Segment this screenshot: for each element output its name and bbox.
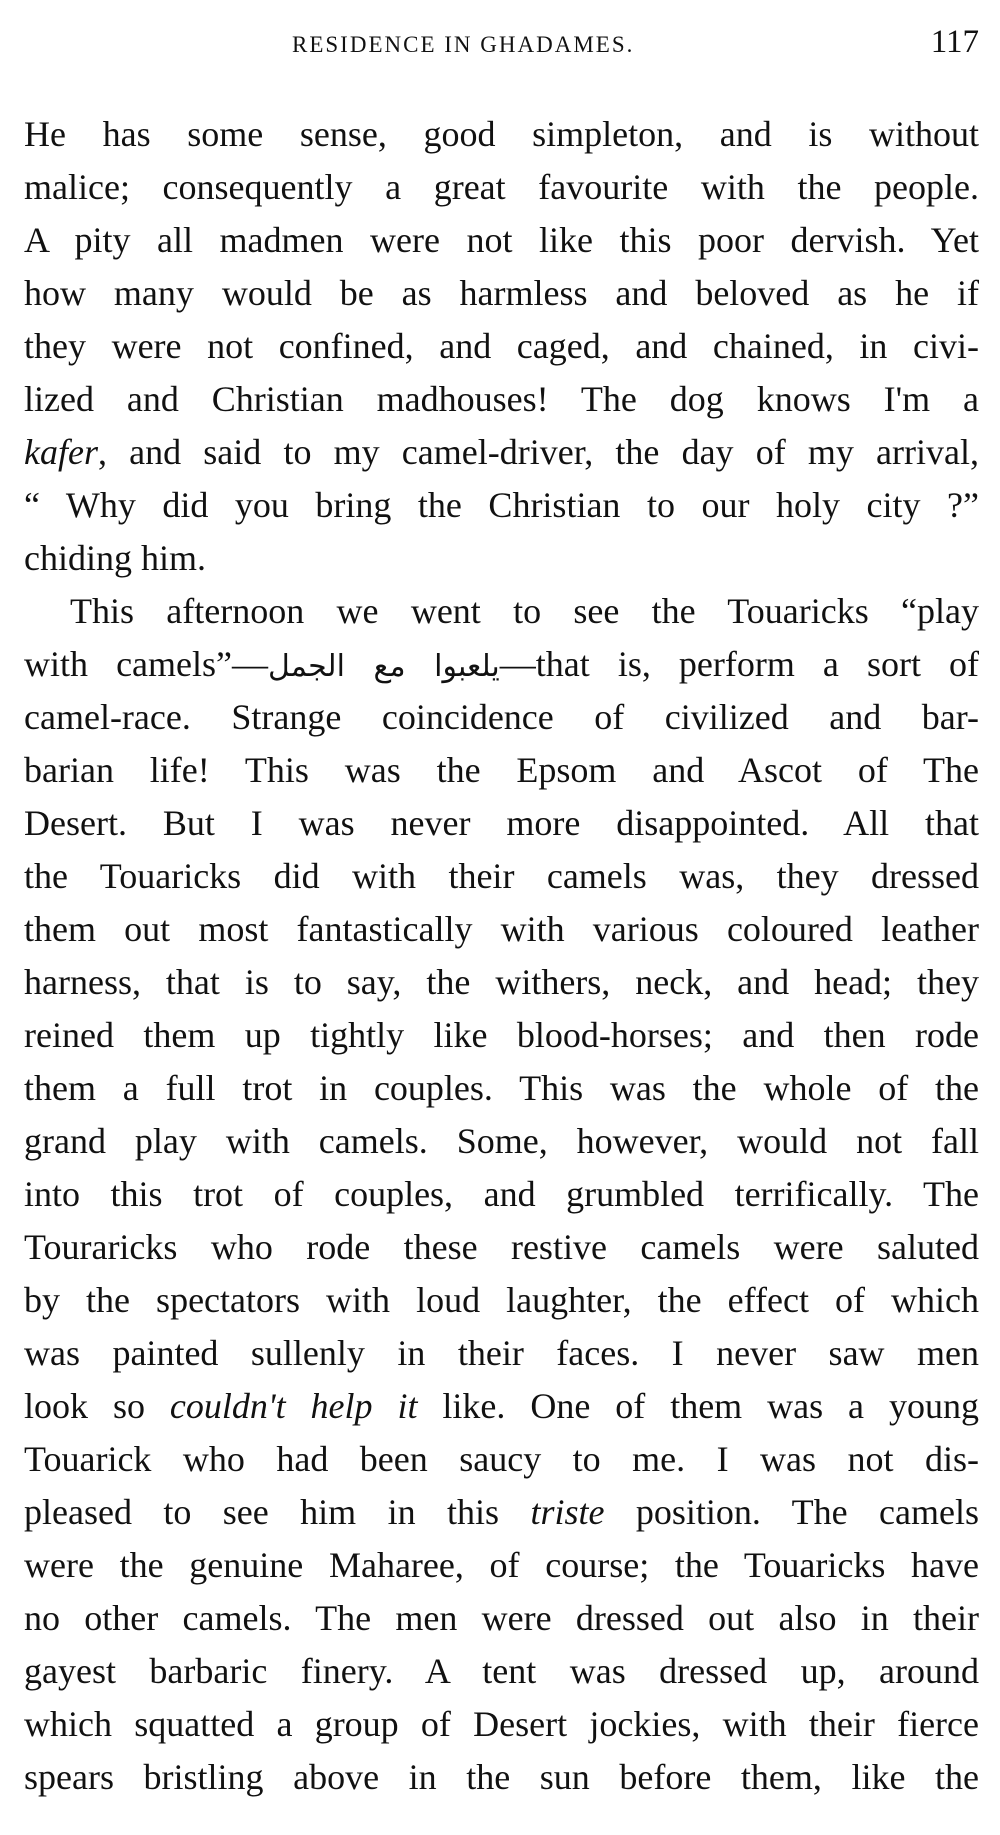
text-line xyxy=(24,1380,979,1433)
text-line xyxy=(24,1645,979,1698)
text-segment: them a full trot in couples. This was the whole of the xyxy=(24,1068,979,1108)
body-text xyxy=(24,108,979,1804)
text-line xyxy=(24,479,979,532)
paragraph xyxy=(24,108,979,585)
text-line xyxy=(24,956,979,1009)
text-line xyxy=(24,850,979,903)
text-segment: pleased to see him in this xyxy=(24,1492,531,1532)
text-segment: Touarick who had been saucy to me. I was not dis- xyxy=(24,1439,979,1479)
text-line xyxy=(24,1539,979,1592)
text-line xyxy=(24,1009,979,1062)
text-line xyxy=(24,1698,979,1751)
text-segment: look so xyxy=(24,1386,170,1426)
text-segment: with camels”— xyxy=(24,644,268,684)
text-segment: was painted sullenly in their faces. I never saw men xyxy=(24,1333,979,1373)
page-number: 117 xyxy=(930,24,979,60)
text-segment: were the genuine Maharee, of course; the Touaricks have xyxy=(24,1545,979,1585)
italic-text: triste xyxy=(530,1492,605,1532)
text-segment: they were not confined, and caged, and chained, in civi- xyxy=(24,326,979,366)
text-line xyxy=(24,161,979,214)
text-segment: malice; consequently a great favourite with the people. xyxy=(24,167,979,207)
text-line xyxy=(24,638,979,691)
text-segment: lized and Christian madhouses! The dog knows I'm a xyxy=(24,379,979,419)
text-line xyxy=(24,373,979,426)
text-line xyxy=(24,1433,979,1486)
text-line xyxy=(24,585,979,638)
text-segment: gayest barbaric finery. A tent was dressed up, around xyxy=(24,1651,979,1691)
text-segment: like. One of them was a young xyxy=(417,1386,979,1426)
text-line xyxy=(24,108,979,161)
text-line xyxy=(24,1168,979,1221)
text-line xyxy=(24,1751,979,1804)
text-segment: harness, that is to say, the withers, neck, and head; they xyxy=(24,962,979,1002)
text-line xyxy=(24,267,979,320)
text-line xyxy=(24,691,979,744)
text-segment: A pity all madmen were not like this poor dervish. Yet xyxy=(24,220,979,260)
text-segment: “ Why did you bring the Christian to our holy city ?” xyxy=(24,485,979,525)
text-line xyxy=(24,1062,979,1115)
text-line xyxy=(24,1221,979,1274)
text-segment: no other camels. The men were dressed out also in their xyxy=(24,1598,979,1638)
text-segment: —that is, perform a sort of xyxy=(499,644,979,684)
text-segment: position. The camels xyxy=(604,1492,979,1532)
text-line xyxy=(24,1486,979,1539)
text-segment: chiding him. xyxy=(24,538,206,578)
paragraph xyxy=(24,585,979,1804)
text-line xyxy=(24,797,979,850)
text-segment: barian life! This was the Epsom and Ascot of The xyxy=(24,750,979,790)
text-segment: grand play with camels. Some, however, would not fall xyxy=(24,1121,979,1161)
text-line xyxy=(24,1115,979,1168)
page-header xyxy=(24,24,979,64)
text-segment: the Touaricks did with their camels was, they dressed xyxy=(24,856,979,896)
text-segment: into this trot of couples, and grumbled terrifically. The xyxy=(24,1174,979,1214)
text-line xyxy=(24,744,979,797)
text-line xyxy=(24,903,979,956)
arabic-phrase: يلعبوا مع الجمل xyxy=(268,649,500,684)
italic-text: couldn't help it xyxy=(169,1386,418,1426)
text-segment: This afternoon we went to see the Touaricks “play xyxy=(70,591,979,631)
text-line xyxy=(24,1327,979,1380)
text-line xyxy=(24,1274,979,1327)
text-segment: Desert. But I was never more disappointed. All that xyxy=(24,803,979,843)
text-line xyxy=(24,532,979,585)
text-segment: camel-race. Strange coincidence of civilized and bar- xyxy=(24,697,979,737)
text-segment: reined them up tightly like blood-horses; and then rode xyxy=(24,1015,979,1055)
text-line xyxy=(24,426,979,479)
text-segment: how many would be as harmless and beloved as he if xyxy=(24,273,979,313)
text-segment: spears bristling above in the sun before them, like the xyxy=(24,1757,979,1797)
text-segment: which squatted a group of Desert jockies, with their fierce xyxy=(24,1704,979,1744)
text-line xyxy=(24,1592,979,1645)
text-segment: He has some sense, good simpleton, and is without xyxy=(24,114,979,154)
text-segment: them out most fantastically with various coloured leather xyxy=(24,909,979,949)
text-segment: by the spectators with loud laughter, the effect of which xyxy=(24,1280,979,1320)
text-line xyxy=(24,214,979,267)
text-line xyxy=(24,320,979,373)
italic-text: kafer xyxy=(24,432,98,472)
text-segment: Touraricks who rode these restive camels were saluted xyxy=(24,1227,979,1267)
text-segment: , and said to my camel-driver, the day of my arrival, xyxy=(97,432,979,472)
running-head: RESIDENCE IN GHADAMES. xyxy=(292,32,635,57)
